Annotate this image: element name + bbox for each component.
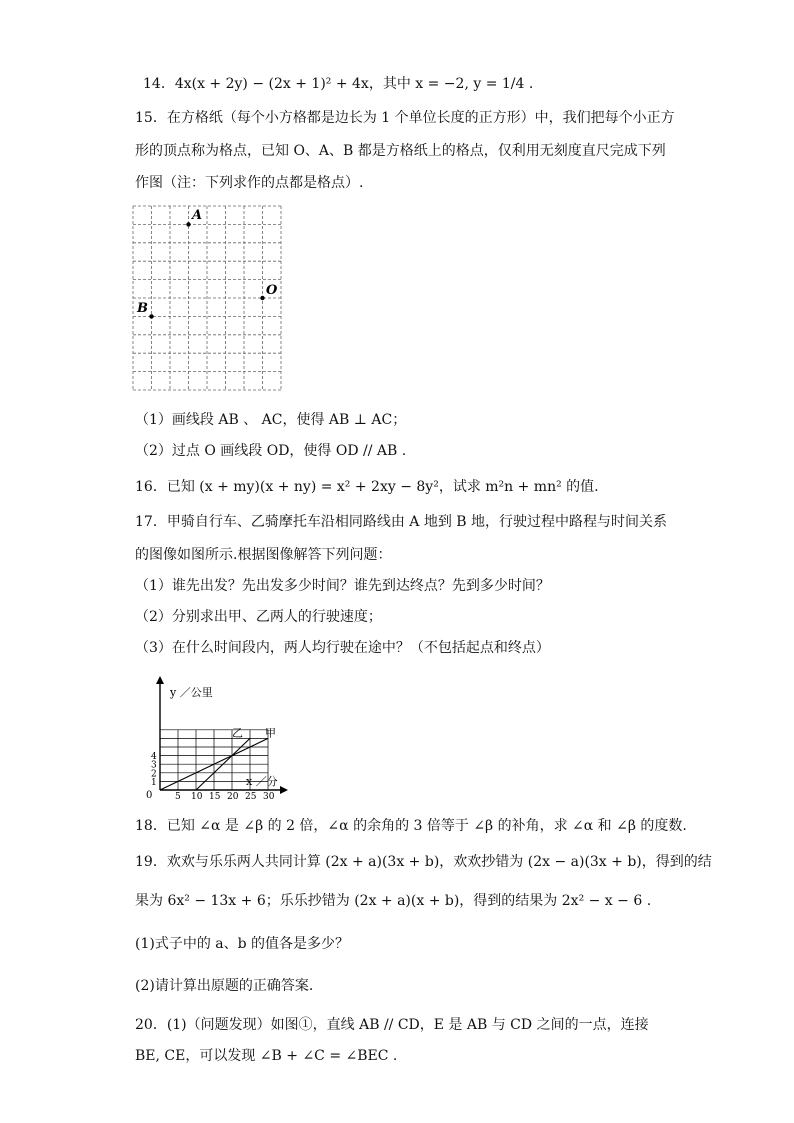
x-tick-label: 10 [191,792,203,802]
x-tick-label: 25 [245,792,257,802]
question-20-line-1: 20．(1)（问题发现）如图①，直线 AB // CD，E 是 AB 与 CD 之间的一点，连接 [135,1017,649,1033]
point-o-dot [260,296,264,300]
question-17-part-3: （3）在什么时间段内，两人均行驶在途中？（不包括起点和终点） [135,640,550,656]
question-15-part-2: （2）过点 O 画线段 OD，使得 OD // AB . [135,443,407,459]
y-tick-label: 4 [151,752,157,763]
point-b-label: B [137,301,148,316]
question-15-line-3: 作图（注：下列求作的点都是格点）. [135,175,364,191]
question-15-line-2: 形的顶点称为格点，已知 O、A、B 都是方格纸上的格点，仅利用无刻度直尺完成下列 [135,143,666,159]
question-17-line-1: 17．甲骑自行车、乙骑摩托车沿相同路线由 A 地到 B 地，行驶过程中路程与时间关系 [135,514,668,530]
series-label: 乙 [232,726,243,740]
x-tick-label: 20 [227,792,239,802]
grid-lines [133,206,281,390]
x-axis-arrow [280,786,288,794]
y-tick-label: 3 [151,760,157,771]
x-axis-label: x ／分 [246,775,278,788]
point-b-dot [149,314,153,318]
point-o-label: O [266,283,278,298]
x-tick-label: 5 [175,792,181,802]
y-axis-label: y ／公里 [170,686,213,699]
question-19-part-2: (2)请计算出原题的正确答案. [135,978,314,994]
y-tick-label: 2 [151,769,157,780]
question-16: 16．已知 (x + my)(x + ny) = x² + 2xy − 8y²，试求 m²n + mn² 的值. [135,479,599,495]
question-14 [143,74,783,94]
origin-label: 0 [146,790,153,801]
x-tick-label: 30 [263,792,275,802]
question-20-line-2: BE, CE，可以发现 ∠B + ∠C = ∠BEC . [135,1048,398,1064]
question-17-part-1: （1）谁先出发？先出发多少时间？谁先到达终点？先到多少时间？ [135,578,550,594]
grid-figure [130,200,290,396]
question-15-part-1: （1）画线段 AB 、 AC，使得 AB ⊥ AC； [135,412,407,428]
question-17-part-2: （2）分别求出甲、乙两人的行驶速度； [135,609,382,625]
question-17-line-2: 的图像如图所示.根据图像解答下列问题： [135,547,392,563]
question-19-part-1: (1)式子中的 a、b 的值各是多少？ [135,936,350,952]
point-a-label: A [192,208,203,223]
point-a-dot [186,222,190,226]
y-tick-label: 1 [151,777,157,788]
question-18: 18．已知 ∠α 是 ∠β 的 2 倍，∠α 的余角的 3 倍等于 ∠β 的补角，求 ∠α 和 ∠β 的度数. [135,818,687,834]
question-19-line-2: 果为 6x² − 13x + 6；乐乐抄错为 (2x + a)(x + b)，得到的结果为 2x² − x − 6 . [135,893,652,909]
question-14-text: 14．4x(x + 2y) − (2x + 1)² + 4x，其中 x = −2, y = 1/4 . [143,76,534,92]
question-15-line-1: 15．在方格纸（每个小方格都是边长为 1 个单位长度的正方形）中，我们把每个小正方 [135,110,675,126]
distance-time-chart [140,674,290,802]
question-19-line-1: 19．欢欢与乐乐两人共同计算 (2x + a)(3x + b)，欢欢抄错为 (2x − a)(3x + b)，得到的结 [135,854,712,870]
chart-labels [146,686,278,802]
series-label: 甲 [265,726,276,740]
x-tick-label: 15 [209,792,221,802]
y-axis-arrow [156,676,164,684]
